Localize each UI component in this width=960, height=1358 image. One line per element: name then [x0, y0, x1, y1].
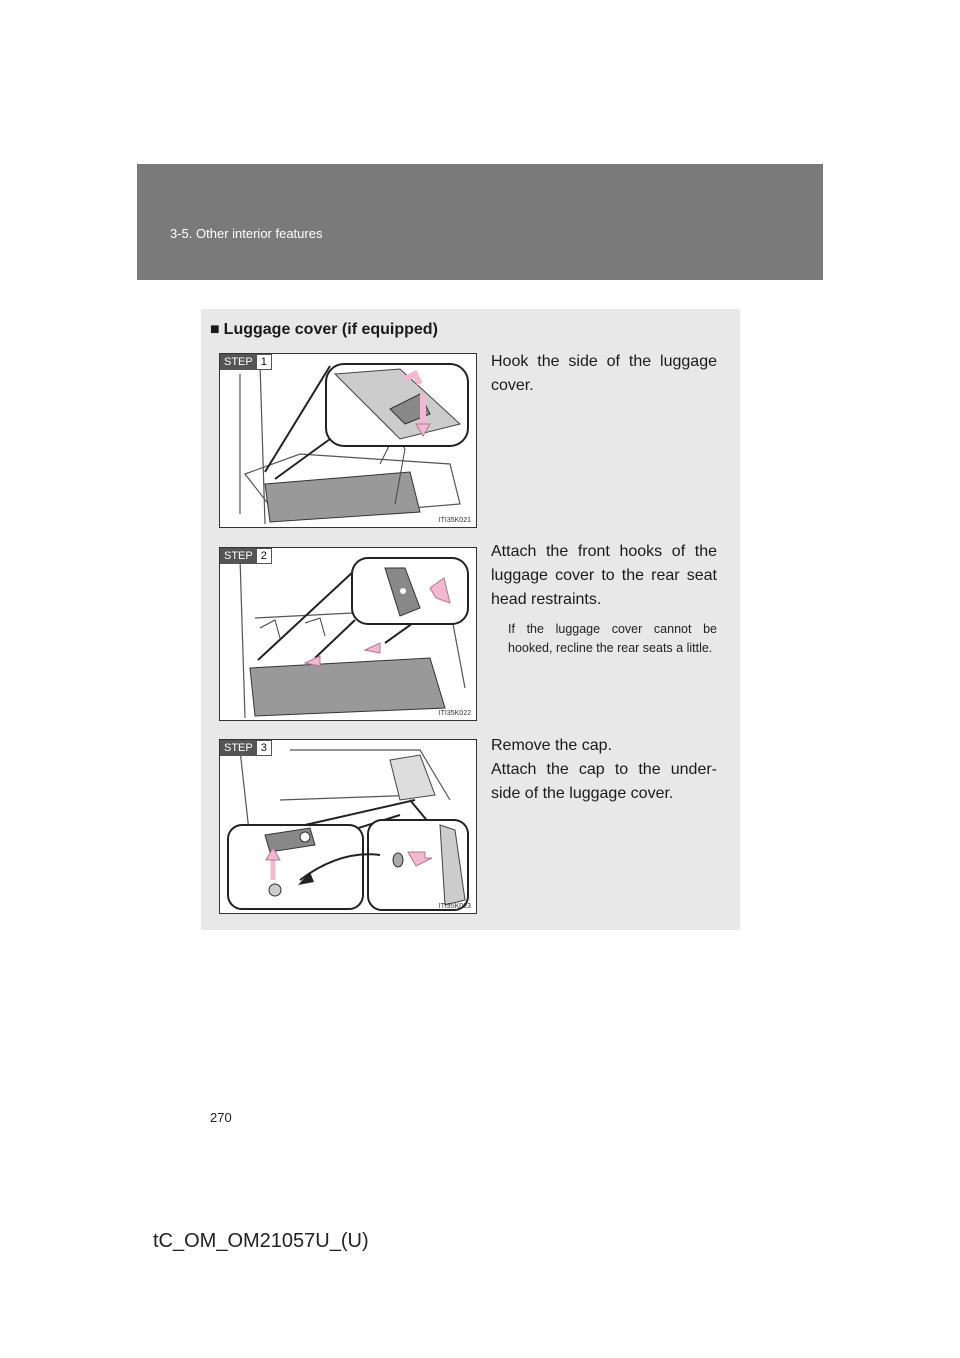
bullet-square-icon: ■ [210, 321, 220, 338]
step-3-badge [220, 740, 272, 756]
step-3-text: Remove the cap. [491, 737, 612, 754]
step-label: STEP [220, 740, 257, 756]
document-code: tC_OM_OM21057U_(U) [153, 1230, 369, 1252]
step-3-illustration [219, 739, 477, 914]
step-number: 3 [257, 740, 272, 756]
step-2-illustration [219, 547, 477, 721]
section-title [210, 321, 438, 339]
page-number: 270 [210, 1110, 232, 1125]
figure-code: ITI35K023 [438, 903, 471, 910]
step-1-badge [220, 354, 272, 370]
step-label: STEP [220, 548, 257, 564]
step-2-badge [220, 548, 272, 564]
figure-code: ITI35K022 [438, 710, 471, 717]
section-title-text: Luggage cover (if equipped) [223, 321, 438, 338]
step-number: 1 [257, 354, 272, 370]
step-3-text-2: Attach the cap to the under-side of the luggage cover. [491, 761, 717, 802]
step-2-note: If the luggage cover cannot be hooked, recline the rear seats a little. [508, 622, 717, 655]
header-bar [137, 164, 823, 280]
luggage-cover-front-hooks-illustration [220, 548, 476, 720]
step-1-illustration [219, 353, 477, 528]
step-1-text: Hook the side of the luggage cover. [491, 353, 717, 394]
figure-code: ITI35K021 [438, 517, 471, 524]
luggage-cover-hook-side-illustration [220, 354, 476, 527]
step-label: STEP [220, 354, 257, 370]
step-number: 2 [257, 548, 272, 564]
section-header: 3-5. Other interior features [170, 226, 323, 241]
step-2-text: Attach the front hooks of the luggage cover to the rear seat head restraints. [491, 543, 717, 608]
cap-removal-illustration [220, 740, 476, 913]
